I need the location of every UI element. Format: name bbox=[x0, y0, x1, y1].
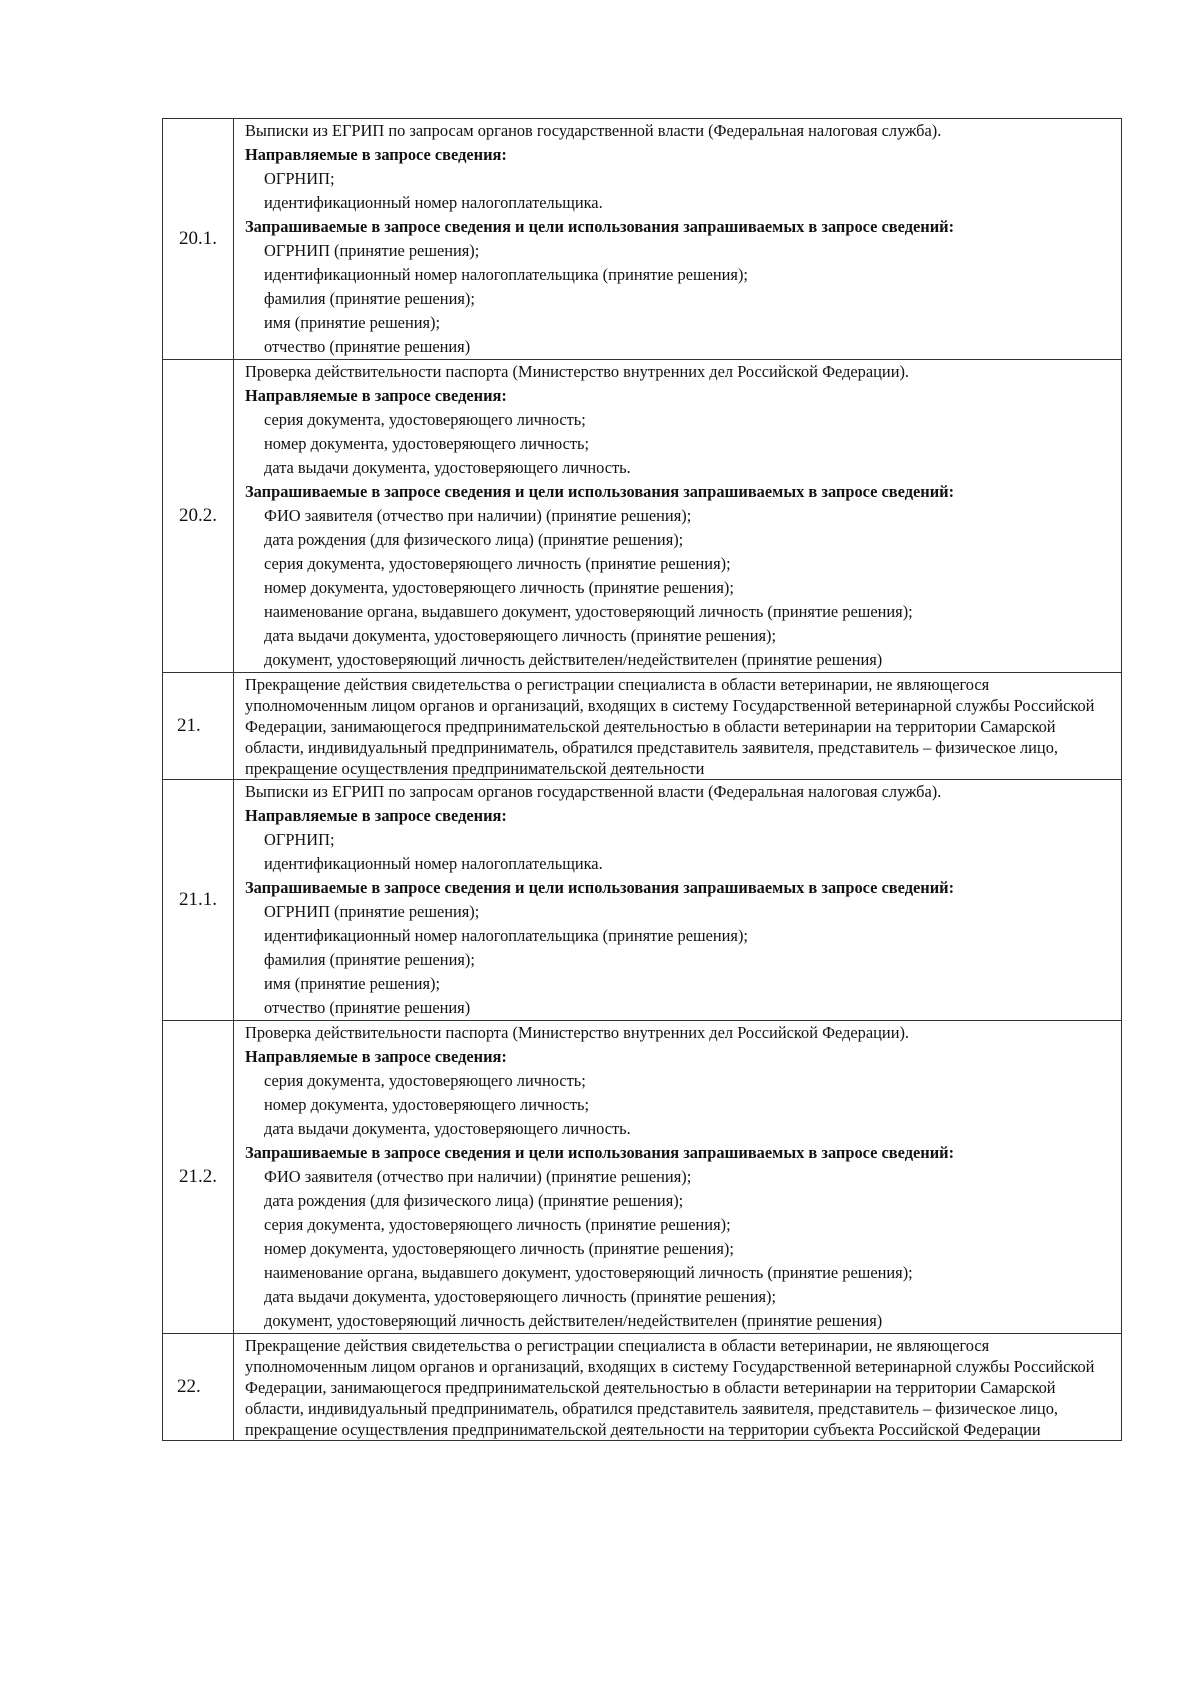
service-description: Прекращение действия свидетельства о регистрации специалиста в области ветеринарии, не являющегося уполномоченным лицом органов и организаций, входящих в систему Государственной ветеринарной службы Российской Федерации, занимающегося предпринимательской деятельностью в области ветеринарии на территории Самарской области, индивидуальный предприниматель, обратился представитель заявителя, представитель – физическое лицо, прекращение осуществления предпринимательской деятельности bbox=[245, 675, 1095, 778]
section-heading: Запрашиваемые в запросе сведения и цели использования запрашиваемых в запросе сведений: bbox=[245, 878, 955, 897]
row-content bbox=[234, 119, 1122, 360]
field-item: имя (принятие решения); bbox=[264, 313, 441, 332]
field-item: дата выдачи документа, удостоверяющего личность. bbox=[264, 1119, 631, 1138]
field-item: документ, удостоверяющий личность действителен/недействителен (принятие решения) bbox=[264, 650, 883, 669]
field-item: ФИО заявителя (отчество при наличии) (принятие решения); bbox=[264, 1167, 692, 1186]
field-item: ОГРНИП (принятие решения); bbox=[264, 902, 480, 921]
field-item: ОГРНИП; bbox=[264, 830, 335, 849]
field-item: серия документа, удостоверяющего личность; bbox=[264, 1071, 586, 1090]
field-item: отчество (принятие решения) bbox=[264, 337, 471, 356]
field-item: дата рождения (для физического лица) (принятие решения); bbox=[264, 530, 684, 549]
table-row bbox=[163, 1334, 1122, 1441]
services-table-body bbox=[163, 119, 1122, 1441]
field-item: идентификационный номер налогоплательщика. bbox=[264, 854, 603, 873]
row-content bbox=[234, 1334, 1122, 1441]
field-item: идентификационный номер налогоплательщика (принятие решения); bbox=[264, 265, 748, 284]
row-number: 20.2. bbox=[163, 360, 234, 673]
row-number: 21. bbox=[163, 673, 234, 780]
row-number: 20.1. bbox=[163, 119, 234, 360]
field-item: дата выдачи документа, удостоверяющего личность (принятие решения); bbox=[264, 626, 777, 645]
field-item: ОГРНИП; bbox=[264, 169, 335, 188]
field-item: наименование органа, выдавшего документ, удостоверяющий личность (принятие решения); bbox=[264, 1263, 913, 1282]
section-heading: Направляемые в запросе сведения: bbox=[245, 806, 507, 825]
section-heading: Запрашиваемые в запросе сведения и цели использования запрашиваемых в запросе сведений: bbox=[245, 1143, 955, 1162]
field-item: серия документа, удостоверяющего личность (принятие решения); bbox=[264, 1215, 731, 1234]
field-item: номер документа, удостоверяющего личность; bbox=[264, 434, 590, 453]
field-item: ФИО заявителя (отчество при наличии) (принятие решения); bbox=[264, 506, 692, 525]
field-item: наименование органа, выдавшего документ, удостоверяющий личность (принятие решения); bbox=[264, 602, 913, 621]
table-row bbox=[163, 1021, 1122, 1334]
table-row bbox=[163, 119, 1122, 360]
table-row bbox=[163, 780, 1122, 1021]
row-number: 21.1. bbox=[163, 780, 234, 1021]
field-item: номер документа, удостоверяющего личность (принятие решения); bbox=[264, 1239, 734, 1258]
field-item: фамилия (принятие решения); bbox=[264, 289, 475, 308]
field-item: имя (принятие решения); bbox=[264, 974, 441, 993]
section-heading: Направляемые в запросе сведения: bbox=[245, 145, 507, 164]
request-title: Проверка действительности паспорта (Министерство внутренних дел Российской Федерации). bbox=[245, 1023, 910, 1042]
table-row bbox=[163, 673, 1122, 780]
request-title: Проверка действительности паспорта (Министерство внутренних дел Российской Федерации). bbox=[245, 362, 910, 381]
field-item: отчество (принятие решения) bbox=[264, 998, 471, 1017]
field-item: фамилия (принятие решения); bbox=[264, 950, 475, 969]
service-description: Прекращение действия свидетельства о регистрации специалиста в области ветеринарии, не являющегося уполномоченным лицом органов и организаций, входящих в систему Государственной ветеринарной службы Российской Федерации, занимающегося предпринимательской деятельностью в области ветеринарии на территории Самарской области, индивидуальный предприниматель, обратился представитель заявителя, представитель – физическое лицо, прекращение осуществления предпринимательской деятельности на территории субъекта Российской Федерации bbox=[245, 1336, 1095, 1439]
row-content bbox=[234, 360, 1122, 673]
row-content bbox=[234, 1021, 1122, 1334]
table-row bbox=[163, 360, 1122, 673]
section-heading: Направляемые в запросе сведения: bbox=[245, 386, 507, 405]
row-content bbox=[234, 673, 1122, 780]
field-item: дата рождения (для физического лица) (принятие решения); bbox=[264, 1191, 684, 1210]
services-table bbox=[162, 118, 1122, 1441]
field-item: номер документа, удостоверяющего личность; bbox=[264, 1095, 590, 1114]
field-item: идентификационный номер налогоплательщика. bbox=[264, 193, 603, 212]
row-number: 22. bbox=[163, 1334, 234, 1441]
field-item: дата выдачи документа, удостоверяющего личность (принятие решения); bbox=[264, 1287, 777, 1306]
section-heading: Запрашиваемые в запросе сведения и цели использования запрашиваемых в запросе сведений: bbox=[245, 482, 955, 501]
field-item: серия документа, удостоверяющего личность (принятие решения); bbox=[264, 554, 731, 573]
field-item: ОГРНИП (принятие решения); bbox=[264, 241, 480, 260]
section-heading: Запрашиваемые в запросе сведения и цели использования запрашиваемых в запросе сведений: bbox=[245, 217, 955, 236]
field-item: серия документа, удостоверяющего личность; bbox=[264, 410, 586, 429]
field-item: дата выдачи документа, удостоверяющего личность. bbox=[264, 458, 631, 477]
request-title: Выписки из ЕГРИП по запросам органов государственной власти (Федеральная налоговая служба). bbox=[245, 121, 942, 140]
section-heading: Направляемые в запросе сведения: bbox=[245, 1047, 507, 1066]
row-content bbox=[234, 780, 1122, 1021]
field-item: номер документа, удостоверяющего личность (принятие решения); bbox=[264, 578, 734, 597]
field-item: идентификационный номер налогоплательщика (принятие решения); bbox=[264, 926, 748, 945]
request-title: Выписки из ЕГРИП по запросам органов государственной власти (Федеральная налоговая служба). bbox=[245, 782, 942, 801]
row-number: 21.2. bbox=[163, 1021, 234, 1334]
field-item: документ, удостоверяющий личность действителен/недействителен (принятие решения) bbox=[264, 1311, 883, 1330]
